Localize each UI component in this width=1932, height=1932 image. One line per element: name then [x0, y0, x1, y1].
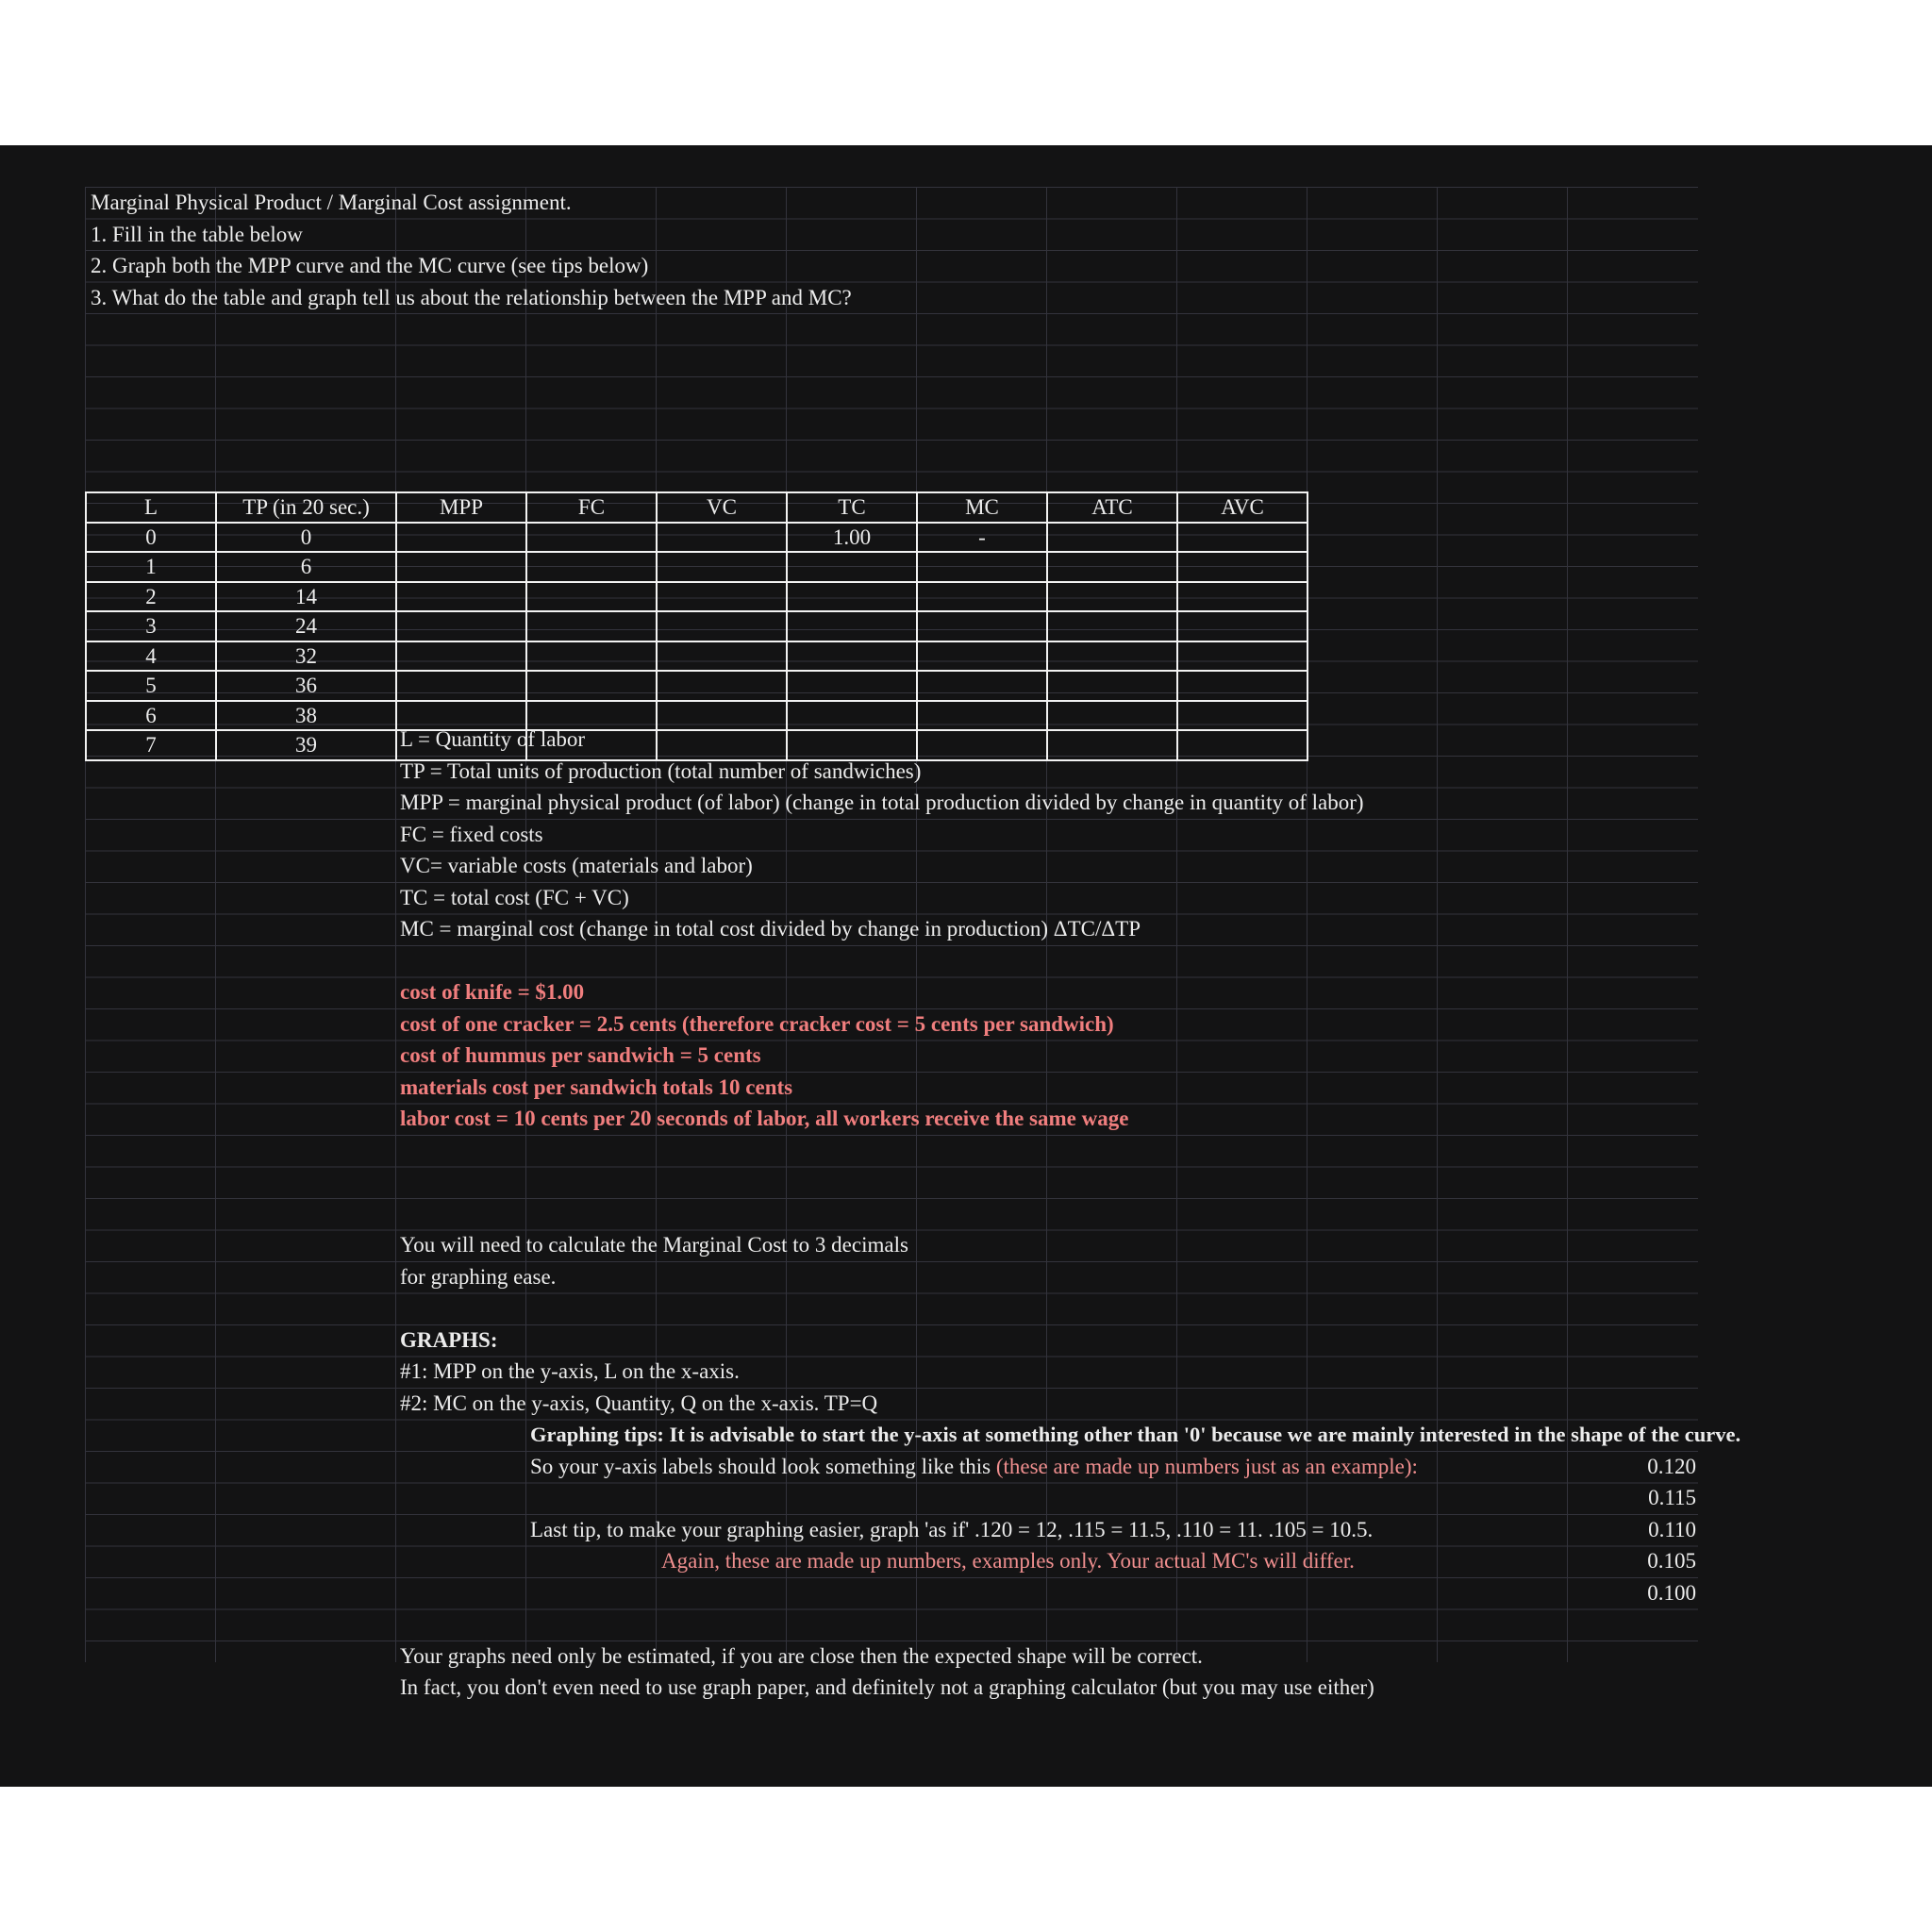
cell-avc[interactable] — [1177, 641, 1307, 672]
column-header-tc: TC — [787, 492, 917, 523]
cell-fc[interactable] — [526, 552, 657, 582]
cell-l[interactable]: 2 — [86, 582, 216, 612]
cell-mc[interactable] — [917, 701, 1047, 731]
cell-fc[interactable] — [526, 671, 657, 701]
cell-fc[interactable] — [526, 611, 657, 641]
cell-fc[interactable] — [526, 641, 657, 672]
cell-mpp[interactable] — [396, 582, 526, 612]
graphing-tip-3: Last tip, to make your graphing easier, graph 'as if' .120 = 12, .115 = 11.5, .110 = 11. .105 = 10.5. — [530, 1517, 1374, 1541]
instruction-step-3: 3. What do the table and graph tell us about the relationship between the MPP and MC? — [91, 285, 852, 309]
cell-vc[interactable] — [657, 523, 787, 553]
graphing-tip-2-note: (these are made up numbers just as an example): — [995, 1454, 1418, 1478]
closing-line-2: In fact, you don't even need to use graph paper, and definitely not a graphing calculator (but you may use either) — [400, 1675, 1374, 1699]
table-row — [86, 611, 1307, 641]
table-row — [86, 701, 1307, 731]
cell-atc[interactable] — [1047, 582, 1177, 612]
graph-1-instruction: #1: MPP on the y-axis, L on the x-axis. — [400, 1359, 740, 1383]
definition-l: L = Quantity of labor — [400, 727, 586, 751]
column-header-l: L — [86, 492, 216, 523]
cell-mpp[interactable] — [396, 552, 526, 582]
cell-tp[interactable]: 0 — [216, 523, 396, 553]
cell-atc[interactable] — [1047, 671, 1177, 701]
example-axis-label: 0.120 — [1647, 1454, 1696, 1478]
cell-avc[interactable] — [1177, 730, 1307, 760]
spreadsheet — [0, 145, 1932, 1787]
cell-atc[interactable] — [1047, 552, 1177, 582]
column-header-fc: FC — [526, 492, 657, 523]
cell-vc[interactable] — [657, 701, 787, 731]
cell-vc[interactable] — [657, 611, 787, 641]
cell-mc[interactable]: - — [917, 523, 1047, 553]
column-header-mc: MC — [917, 492, 1047, 523]
graphing-tip-2-text: So your y-axis labels should look something like this — [530, 1454, 996, 1478]
cell-vc[interactable] — [657, 582, 787, 612]
cell-l[interactable]: 6 — [86, 701, 216, 731]
cell-atc[interactable] — [1047, 611, 1177, 641]
assignment-title: Marginal Physical Product / Marginal Cost assignment. — [91, 191, 572, 214]
example-axis-label: 0.110 — [1648, 1517, 1696, 1541]
cell-vc[interactable] — [657, 671, 787, 701]
column-header-tp: TP (in 20 sec.) — [216, 492, 396, 523]
cell-mpp[interactable] — [396, 641, 526, 672]
example-axis-label: 0.115 — [1648, 1486, 1696, 1509]
cell-tc[interactable] — [787, 701, 917, 731]
cell-vc[interactable] — [657, 641, 787, 672]
cell-mc[interactable] — [917, 611, 1047, 641]
column-header-avc: AVC — [1177, 492, 1307, 523]
cell-tc[interactable] — [787, 671, 917, 701]
cell-l[interactable]: 1 — [86, 552, 216, 582]
graphing-tip-4: Again, these are made up numbers, examples only. Your actual MC's will differ. — [661, 1549, 1355, 1573]
cost-knife: cost of knife = $1.00 — [400, 980, 585, 1004]
cell-fc[interactable] — [526, 582, 657, 612]
cost-labor: labor cost = 10 cents per 20 seconds of labor, all workers receive the same wage — [400, 1107, 1129, 1130]
cell-tp[interactable]: 24 — [216, 611, 396, 641]
cell-mc[interactable] — [917, 730, 1047, 760]
instruction-step-2: 2. Graph both the MPP curve and the MC curve (see tips below) — [91, 254, 649, 277]
calc-note-line-2: for graphing ease. — [400, 1264, 557, 1289]
cell-tc[interactable] — [787, 611, 917, 641]
cell-l[interactable]: 7 — [86, 730, 216, 760]
cell-mpp[interactable] — [396, 523, 526, 553]
table-row — [86, 552, 1307, 582]
cell-avc[interactable] — [1177, 552, 1307, 582]
cell-atc[interactable] — [1047, 641, 1177, 672]
definition-vc: VC= variable costs (materials and labor) — [400, 854, 753, 877]
column-header-atc: ATC — [1047, 492, 1177, 523]
cell-mc[interactable] — [917, 552, 1047, 582]
table-row — [86, 582, 1307, 612]
cell-tp[interactable]: 14 — [216, 582, 396, 612]
cell-atc[interactable] — [1047, 523, 1177, 553]
cell-mc[interactable] — [917, 671, 1047, 701]
definition-tp: TP = Total units of production (total number of sandwiches) — [400, 758, 922, 783]
cell-tp[interactable]: 36 — [216, 671, 396, 701]
cost-cracker: cost of one cracker = 2.5 cents (therefore cracker cost = 5 cents per sandwich) — [400, 1011, 1114, 1036]
graphing-tip-2 — [530, 1451, 1418, 1483]
cell-l[interactable]: 4 — [86, 641, 216, 672]
cell-l[interactable]: 3 — [86, 611, 216, 641]
cell-avc[interactable] — [1177, 701, 1307, 731]
column-header-vc: VC — [657, 492, 787, 523]
closing-line-1: Your graphs need only be estimated, if you are close then the expected shape will be correct. — [400, 1643, 1203, 1668]
cell-tp[interactable]: 32 — [216, 641, 396, 672]
column-header-mpp: MPP — [396, 492, 526, 523]
cell-avc[interactable] — [1177, 582, 1307, 612]
cell-tc[interactable] — [787, 641, 917, 672]
cell-tp[interactable]: 39 — [216, 730, 396, 760]
table-row — [86, 641, 1307, 672]
cell-vc[interactable] — [657, 552, 787, 582]
cell-l[interactable]: 0 — [86, 523, 216, 553]
cell-avc[interactable] — [1177, 671, 1307, 701]
cell-avc[interactable] — [1177, 523, 1307, 553]
calc-note-line-1: You will need to calculate the Marginal Cost to 3 decimals — [400, 1233, 908, 1257]
definition-fc: FC = fixed costs — [400, 822, 543, 846]
cell-tc[interactable] — [787, 582, 917, 612]
cell-tp[interactable]: 6 — [216, 552, 396, 582]
cost-materials: materials cost per sandwich totals 10 cents — [400, 1074, 793, 1099]
example-axis-label: 0.100 — [1647, 1580, 1696, 1605]
cell-tc[interactable] — [787, 552, 917, 582]
cell-avc[interactable] — [1177, 611, 1307, 641]
table-row — [86, 523, 1307, 553]
definition-mc: MC = marginal cost (change in total cost divided by change in production) ΔTC/ΔTP — [400, 917, 1141, 941]
cost-hummus: cost of hummus per sandwich = 5 cents — [400, 1043, 761, 1067]
cell-l[interactable]: 5 — [86, 671, 216, 701]
table-row — [86, 671, 1307, 701]
cell-fc[interactable] — [526, 523, 657, 553]
table-header-row — [86, 492, 1307, 523]
cell-tc[interactable]: 1.00 — [787, 523, 917, 553]
cell-mpp[interactable] — [396, 611, 526, 641]
cell-atc[interactable] — [1047, 730, 1177, 760]
cell-tp[interactable]: 38 — [216, 701, 396, 731]
cell-mc[interactable] — [917, 641, 1047, 672]
graphing-tip-1: Graphing tips: It is advisable to start the y-axis at something other than '0' because we are mainly interested in the shape of the curve. — [530, 1423, 1741, 1446]
cost-table — [85, 491, 1308, 761]
definition-tc: TC = total cost (FC + VC) — [400, 885, 629, 909]
definition-mpp: MPP = marginal physical product (of labor) (change in total production divided by change in quantity of labor) — [400, 791, 1364, 814]
instruction-step-1: 1. Fill in the table below — [91, 222, 303, 246]
cell-atc[interactable] — [1047, 701, 1177, 731]
graphs-heading: GRAPHS: — [400, 1327, 498, 1352]
cell-mc[interactable] — [917, 582, 1047, 612]
example-axis-label: 0.105 — [1647, 1549, 1696, 1573]
cell-mpp[interactable] — [396, 671, 526, 701]
graph-2-instruction: #2: MC on the y-axis, Quantity, Q on the x-axis. TP=Q — [400, 1391, 878, 1415]
